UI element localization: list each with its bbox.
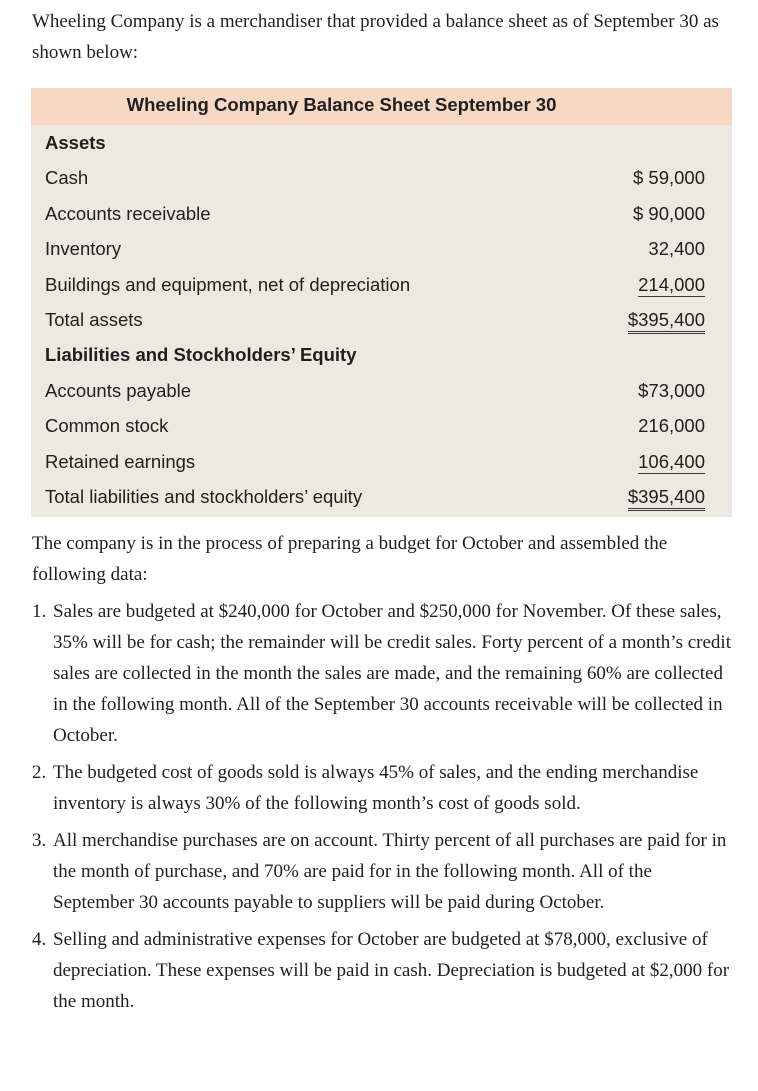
- table-row: [31, 408, 732, 443]
- intro-paragraph: Wheeling Company is a merchandiser that provided a balance sheet as of September 30 as shown below:: [32, 11, 719, 63]
- balance-sheet-table: [31, 88, 732, 517]
- row-amount: [648, 231, 705, 266]
- table-row: [31, 231, 732, 266]
- amount-value: $395,400: [628, 309, 705, 334]
- section-heading-row: [31, 337, 732, 372]
- list-item: [32, 825, 732, 918]
- row-amount: [638, 408, 705, 443]
- table-row: [31, 373, 732, 408]
- balance-sheet-title: Wheeling Company Balance Sheet September 30: [31, 88, 732, 125]
- list-item: [32, 757, 732, 819]
- row-label: Cash: [45, 167, 89, 189]
- amount-value: $395,400: [628, 486, 705, 511]
- requirements-section: [32, 528, 732, 1023]
- data-list: [32, 596, 732, 1017]
- table-row: [31, 479, 732, 514]
- row-label: Total liabilities and stockholders’ equity: [45, 485, 363, 507]
- amount-value: $73,000: [638, 379, 705, 401]
- row-label: Common stock: [45, 415, 169, 437]
- row-amount: [638, 267, 705, 302]
- row-label: Buildings and equipment, net of depreciation: [45, 273, 411, 295]
- list-item-text: Sales are budgeted at $240,000 for October and $250,000 for November. Of these sales, 35% will be for cash; the remainder will be credit sales. Forty percent of a month’s credit sales are collected in the month the sales are made, and the remaining 60% are collected in the following month. All of the September 30 accounts receivable will be collected in October.: [53, 601, 731, 746]
- table-row: [31, 267, 732, 302]
- row-amount: [628, 302, 705, 337]
- lead-paragraph: The company is in the process of preparing a budget for October and assembled the following data:: [32, 533, 668, 585]
- list-item-number: 2.: [32, 762, 47, 783]
- table-row: [31, 160, 732, 195]
- amount-value: 216,000: [638, 415, 705, 437]
- amount-value: 214,000: [638, 273, 705, 295]
- list-item-number: 3.: [32, 830, 47, 851]
- section-heading-row: [31, 125, 732, 160]
- row-label: Accounts payable: [45, 379, 192, 401]
- list-item-text: All merchandise purchases are on account. Thirty percent of all purchases are paid for in the month of purchase, and 70% are paid for in the following month. All of the September 30 accounts payable to suppliers will be paid during October.: [53, 830, 727, 913]
- row-amount: [628, 479, 705, 514]
- row-label: Retained earnings: [45, 450, 196, 472]
- list-item-number: 1.: [32, 601, 47, 622]
- list-item-text: The budgeted cost of goods sold is always 45% of sales, and the ending merchandise inventory is always 30% of the following month’s cost of goods sold.: [53, 762, 699, 814]
- list-item-number: 4.: [32, 929, 47, 950]
- section-heading: Assets: [45, 132, 106, 153]
- list-item: [32, 924, 732, 1017]
- table-row: [31, 302, 732, 337]
- amount-value: $ 90,000: [632, 202, 705, 224]
- section-heading: Liabilities and Stockholders’ Equity: [45, 344, 357, 366]
- amount-value: $ 59,000: [632, 167, 705, 189]
- list-item: [32, 596, 732, 751]
- row-amount: [638, 373, 705, 408]
- row-label: Total assets: [45, 308, 143, 330]
- row-amount: [633, 196, 705, 231]
- row-amount: [638, 444, 705, 479]
- row-label: Inventory: [45, 238, 122, 260]
- row-amount: [633, 160, 705, 195]
- table-row: [31, 444, 732, 479]
- list-item-text: Selling and administrative expenses for October are budgeted at $78,000, exclusive of depreciation. These expenses will be paid in cash. Depreciation is budgeted at $2,000 for the month.: [53, 929, 730, 1012]
- row-label: Accounts receivable: [45, 202, 211, 224]
- amount-value: 32,400: [648, 238, 705, 260]
- amount-value: 106,400: [638, 450, 705, 472]
- balance-sheet-rows: [31, 125, 732, 514]
- table-row: [31, 196, 732, 231]
